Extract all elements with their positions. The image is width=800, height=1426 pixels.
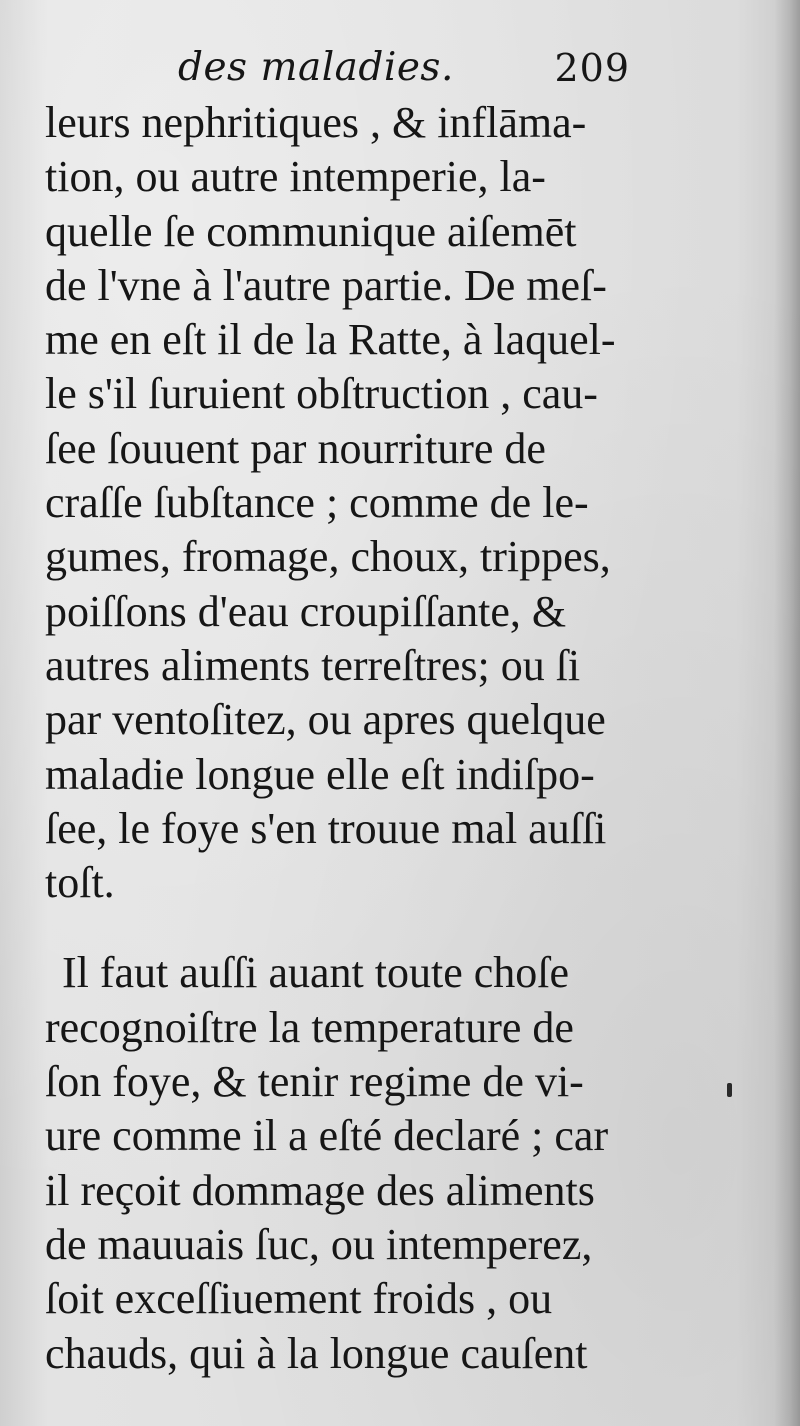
text-line: ure comme il a eſté declaré ; car (45, 1111, 609, 1161)
text-line: leurs nephritiques , & inflāma- (45, 98, 587, 147)
body-text (45, 96, 645, 1381)
running-head: des maladies. (178, 45, 454, 90)
paragraph-2 (45, 946, 645, 1380)
page-header (50, 44, 640, 92)
text-line: ſon foye, & tenir regime de vi- (45, 1057, 584, 1107)
text-line: quelle ſe communique aiſemēt (45, 206, 577, 256)
text-line: par ventoſitez, ou apres quelque (45, 695, 606, 745)
page-edge-shadow (774, 0, 800, 1426)
text-line: poiſſons d'eau croupiſſante, & (45, 586, 567, 636)
text-line: tion, ou autre intemperie, la- (45, 152, 546, 202)
text-line: le s'il ſuruient obſtruction , cau- (45, 369, 598, 419)
text-line: Il faut auſſi auant toute choſe (62, 948, 570, 998)
text-line: ſoit exceſſiuement froids , ou (45, 1274, 553, 1324)
text-line: autres aliments terreſtres; ou ſi (45, 640, 581, 690)
text-line: toſt. (45, 858, 115, 908)
text-line: il reçoit dommage des aliments (45, 1165, 595, 1215)
ink-speck (727, 1083, 732, 1097)
text-line: ſee, le foye s'en trouue mal auſſi (45, 803, 607, 853)
text-line: craſſe ſubſtance ; comme de le- (45, 478, 589, 528)
text-line: ſee ſouuent par nourriture de (45, 423, 546, 473)
text-line: maladie longue elle eſt indiſpo- (45, 749, 595, 799)
text-line: de l'vne à l'autre partie. De meſ- (45, 260, 607, 310)
text-line: me en eſt il de la Ratte, à laquel- (45, 315, 616, 365)
text-line: chauds, qui à la longue cauſent (45, 1328, 588, 1378)
page-number: 209 (554, 46, 630, 90)
text-line: gumes, fromage, choux, trippes, (45, 532, 611, 582)
paragraph-gap (45, 910, 645, 946)
paragraph-1 (45, 96, 645, 910)
text-line: de mauuais ſuc, ou intemperez, (45, 1219, 593, 1269)
text-line: recognoiſtre la temperature de (45, 1002, 574, 1052)
